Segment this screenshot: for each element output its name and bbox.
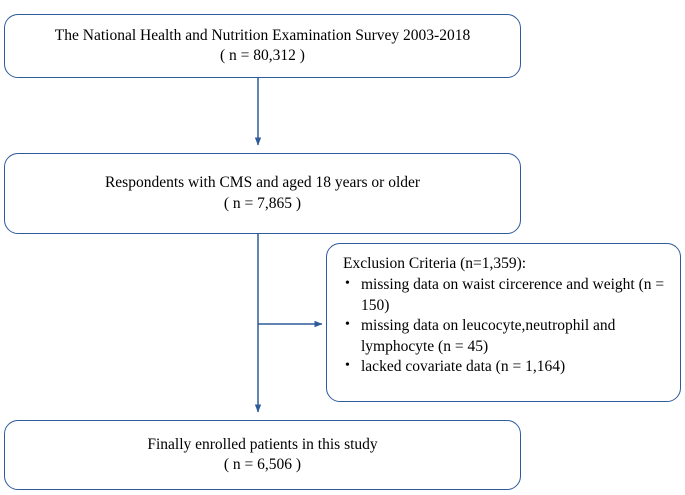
exclusion-title: Exclusion Criteria (n=1,359): — [343, 255, 527, 272]
box-survey-line-1: The National Health and Nutrition Examination Survey 2003-2018 — [54, 26, 471, 44]
exclusion-item: • lacked covariate data (n = 1,164) — [343, 357, 666, 377]
exclusion-item: • missing data on waist circerence and weight (n = 150) — [343, 275, 666, 316]
box-enrolled-line-1: Finally enrolled patients in this study — [147, 435, 378, 453]
box-exclusion-criteria — [326, 243, 681, 402]
box-enrolled-patients — [4, 420, 521, 490]
exclusion-item: • missing data on leucocyte,neutrophil and lymphocyte (n = 45) — [343, 316, 666, 357]
box-respondents-line-1: Respondents with CMS and aged 18 years or older — [104, 174, 421, 192]
box-respondents — [4, 153, 521, 234]
exclusion-list — [343, 275, 666, 377]
box-survey-line-2: ( n = 80,312 ) — [220, 47, 305, 64]
box-survey — [4, 14, 521, 78]
box-enrolled-line-2: ( n = 6,506 ) — [223, 456, 302, 473]
box-respondents-line-2: ( n = 7,865 ) — [223, 194, 302, 212]
